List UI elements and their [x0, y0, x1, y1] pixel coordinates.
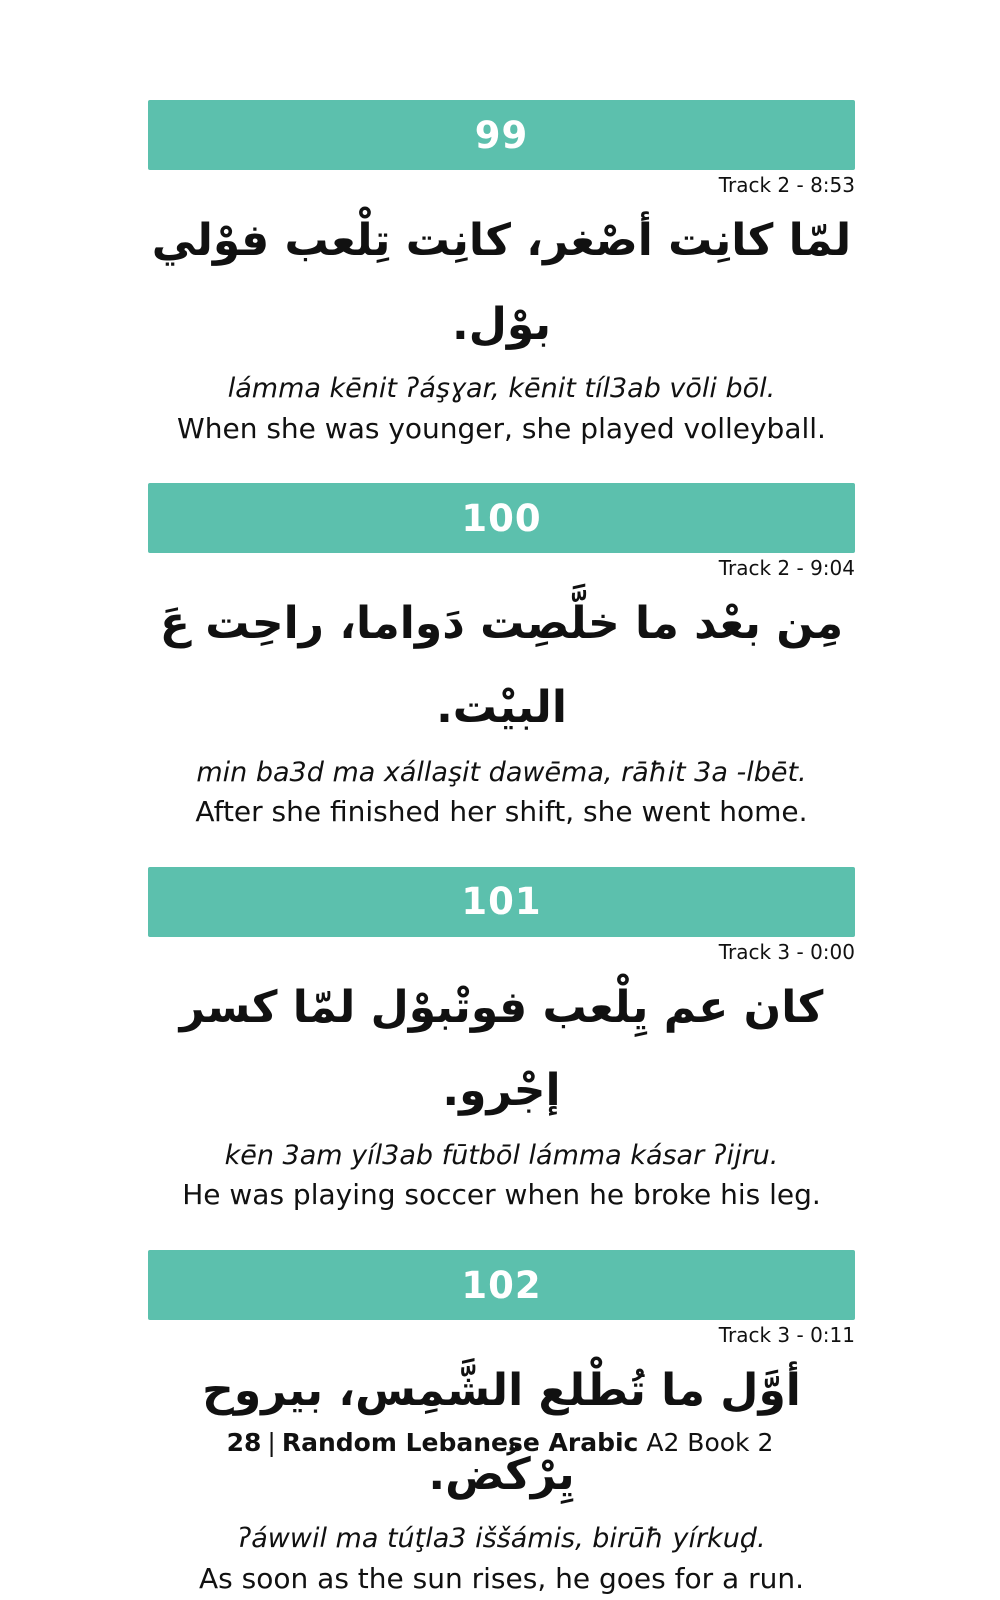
phrase-section-99	[148, 100, 855, 447]
english-translation: After she finished her shift, she went home.	[195, 795, 808, 829]
transliteration: kēn 3am yíl3ab fūtbōl lámma kásar ʔijru.	[224, 1140, 779, 1172]
track-label: Track 2 - 9:04	[718, 556, 855, 581]
section-number: 102	[461, 1263, 542, 1307]
book-title: Random Lebanese Arabic	[281, 1428, 639, 1457]
track-label: Track 2 - 8:53	[718, 173, 855, 197]
arabic-sentence: مِن بعْد ما خلَّصِت دَواما، راحِت عَ البيْت.	[159, 598, 844, 734]
arabic-sentence: كان عم يِلْعب فوتْبوْل لمّا كسر إجْرو.	[179, 981, 824, 1117]
page-footer	[0, 1428, 1000, 1457]
track-label: Track 3 - 0:00	[718, 939, 855, 964]
section-number-bar	[148, 100, 855, 170]
track-label: Track 3 - 0:11	[718, 1323, 855, 1348]
english-translation: When she was younger, she played volleyball.	[177, 411, 826, 445]
section-number-bar	[148, 1250, 855, 1320]
section-number-bar	[148, 483, 855, 553]
transliteration: ʔáwwil ma túţla3 iššámis, birūħ yírkuḑ.	[237, 1523, 766, 1555]
section-number: 100	[461, 496, 542, 540]
transliteration: min ba3d ma xállaşit dawēma, rāħit 3a -lbēt.	[196, 756, 807, 788]
section-number: 101	[461, 880, 542, 924]
footer-separator: |	[267, 1428, 276, 1457]
english-translation: As soon as the sun rises, he goes for a run.	[199, 1561, 804, 1595]
arabic-sentence: لمّا كانِت أصْغر، كانِت تِلْعب فوْلي بوْل.	[151, 215, 852, 350]
transliteration: lámma kēnit ʔáşɣar, kēnit tíl3ab vōli bōl.	[227, 373, 776, 405]
english-translation: He was playing soccer when he broke his leg.	[182, 1178, 821, 1212]
phrase-list	[148, 100, 855, 1600]
phrase-section-101	[148, 867, 855, 1214]
arabic-sentence: أوَّل ما تُطْلع الشَّمِس، بيروح يِرْكُض.	[202, 1365, 801, 1500]
section-number-bar	[148, 867, 855, 937]
book-edition: A2 Book 2	[646, 1428, 774, 1457]
section-number: 99	[474, 113, 529, 157]
page-number: 28	[226, 1428, 262, 1457]
phrase-section-102	[148, 1250, 855, 1597]
phrase-section-100	[148, 483, 855, 830]
